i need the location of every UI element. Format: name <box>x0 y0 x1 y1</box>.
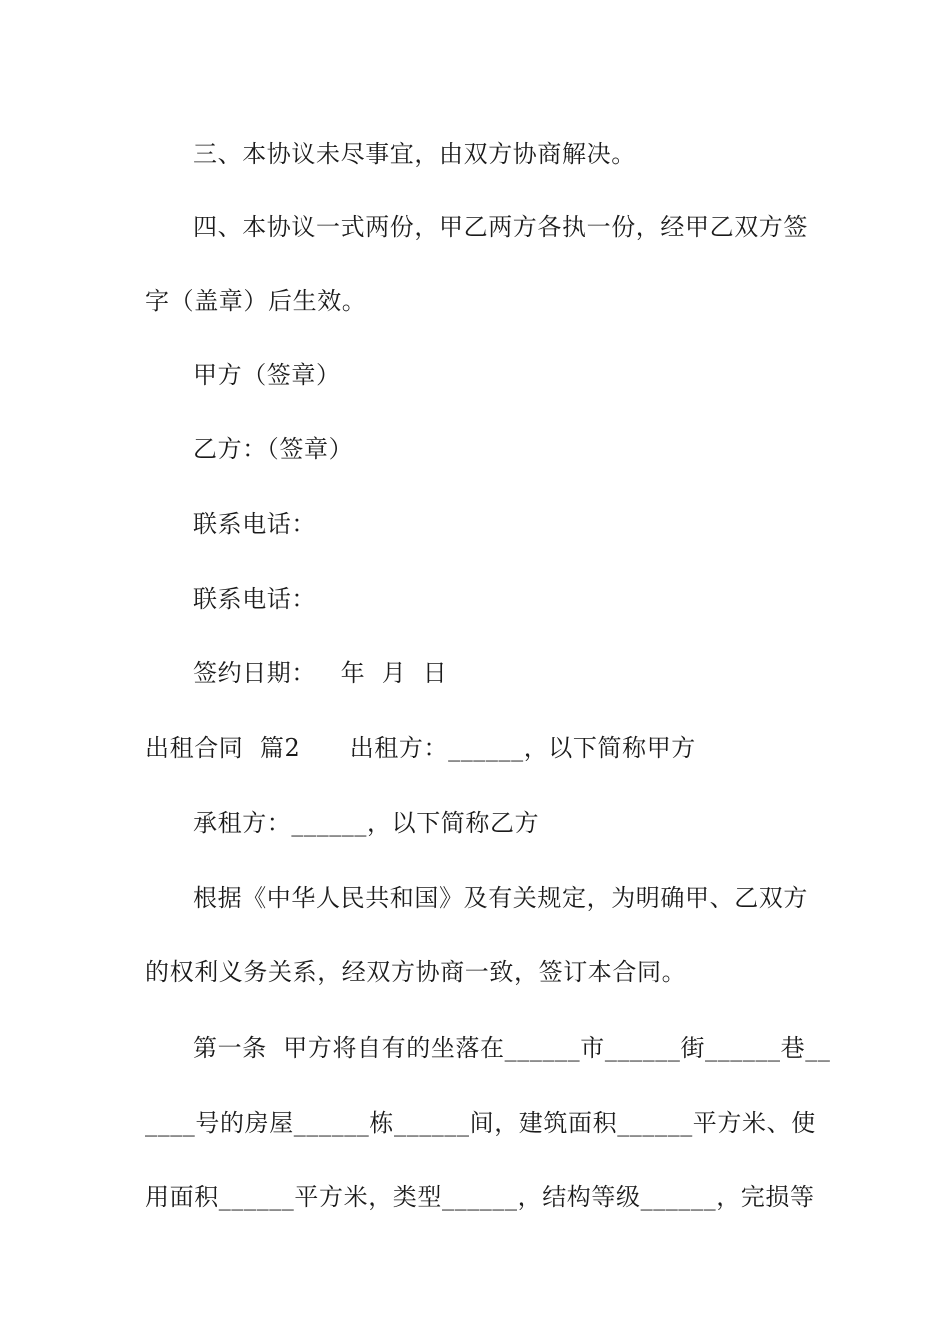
party-a-phone: 联系电话： <box>193 510 316 538</box>
preamble-continued: 的权利义务关系，经双方协商一致，签订本合同。 <box>145 958 687 986</box>
party-b-signature: 乙方：（签章） <box>193 435 354 463</box>
party-b-phone: 联系电话： <box>193 585 316 613</box>
clause-four: 四、本协议一式两份，甲乙两方各执一份，经甲乙双方签 <box>193 213 808 241</box>
clause-three: 三、本协议未尽事宜，由双方协商解决。 <box>193 140 636 168</box>
signing-date: 签约日期： 年 月 日 <box>193 659 448 687</box>
article-one-continued-1: ____号的房屋______栋______间，建筑面积______平方米、使 <box>145 1109 816 1137</box>
preamble: 根据《中华人民共和国》及有关规定，为明确甲、乙双方 <box>193 884 808 912</box>
article-one: 第一条 甲方将自有的坐落在______市______街______巷__ <box>193 1034 831 1062</box>
contract-heading-lessor: 出租合同 篇2 出租方：______，以下简称甲方 <box>145 734 696 762</box>
party-a-signature: 甲方（签章） <box>193 361 341 389</box>
lessee-line: 承租方：______，以下简称乙方 <box>193 809 540 837</box>
article-one-continued-2: 用面积______平方米，类型______，结构等级______，完损等 <box>145 1183 815 1211</box>
clause-four-continued: 字（盖章）后生效。 <box>145 287 367 315</box>
